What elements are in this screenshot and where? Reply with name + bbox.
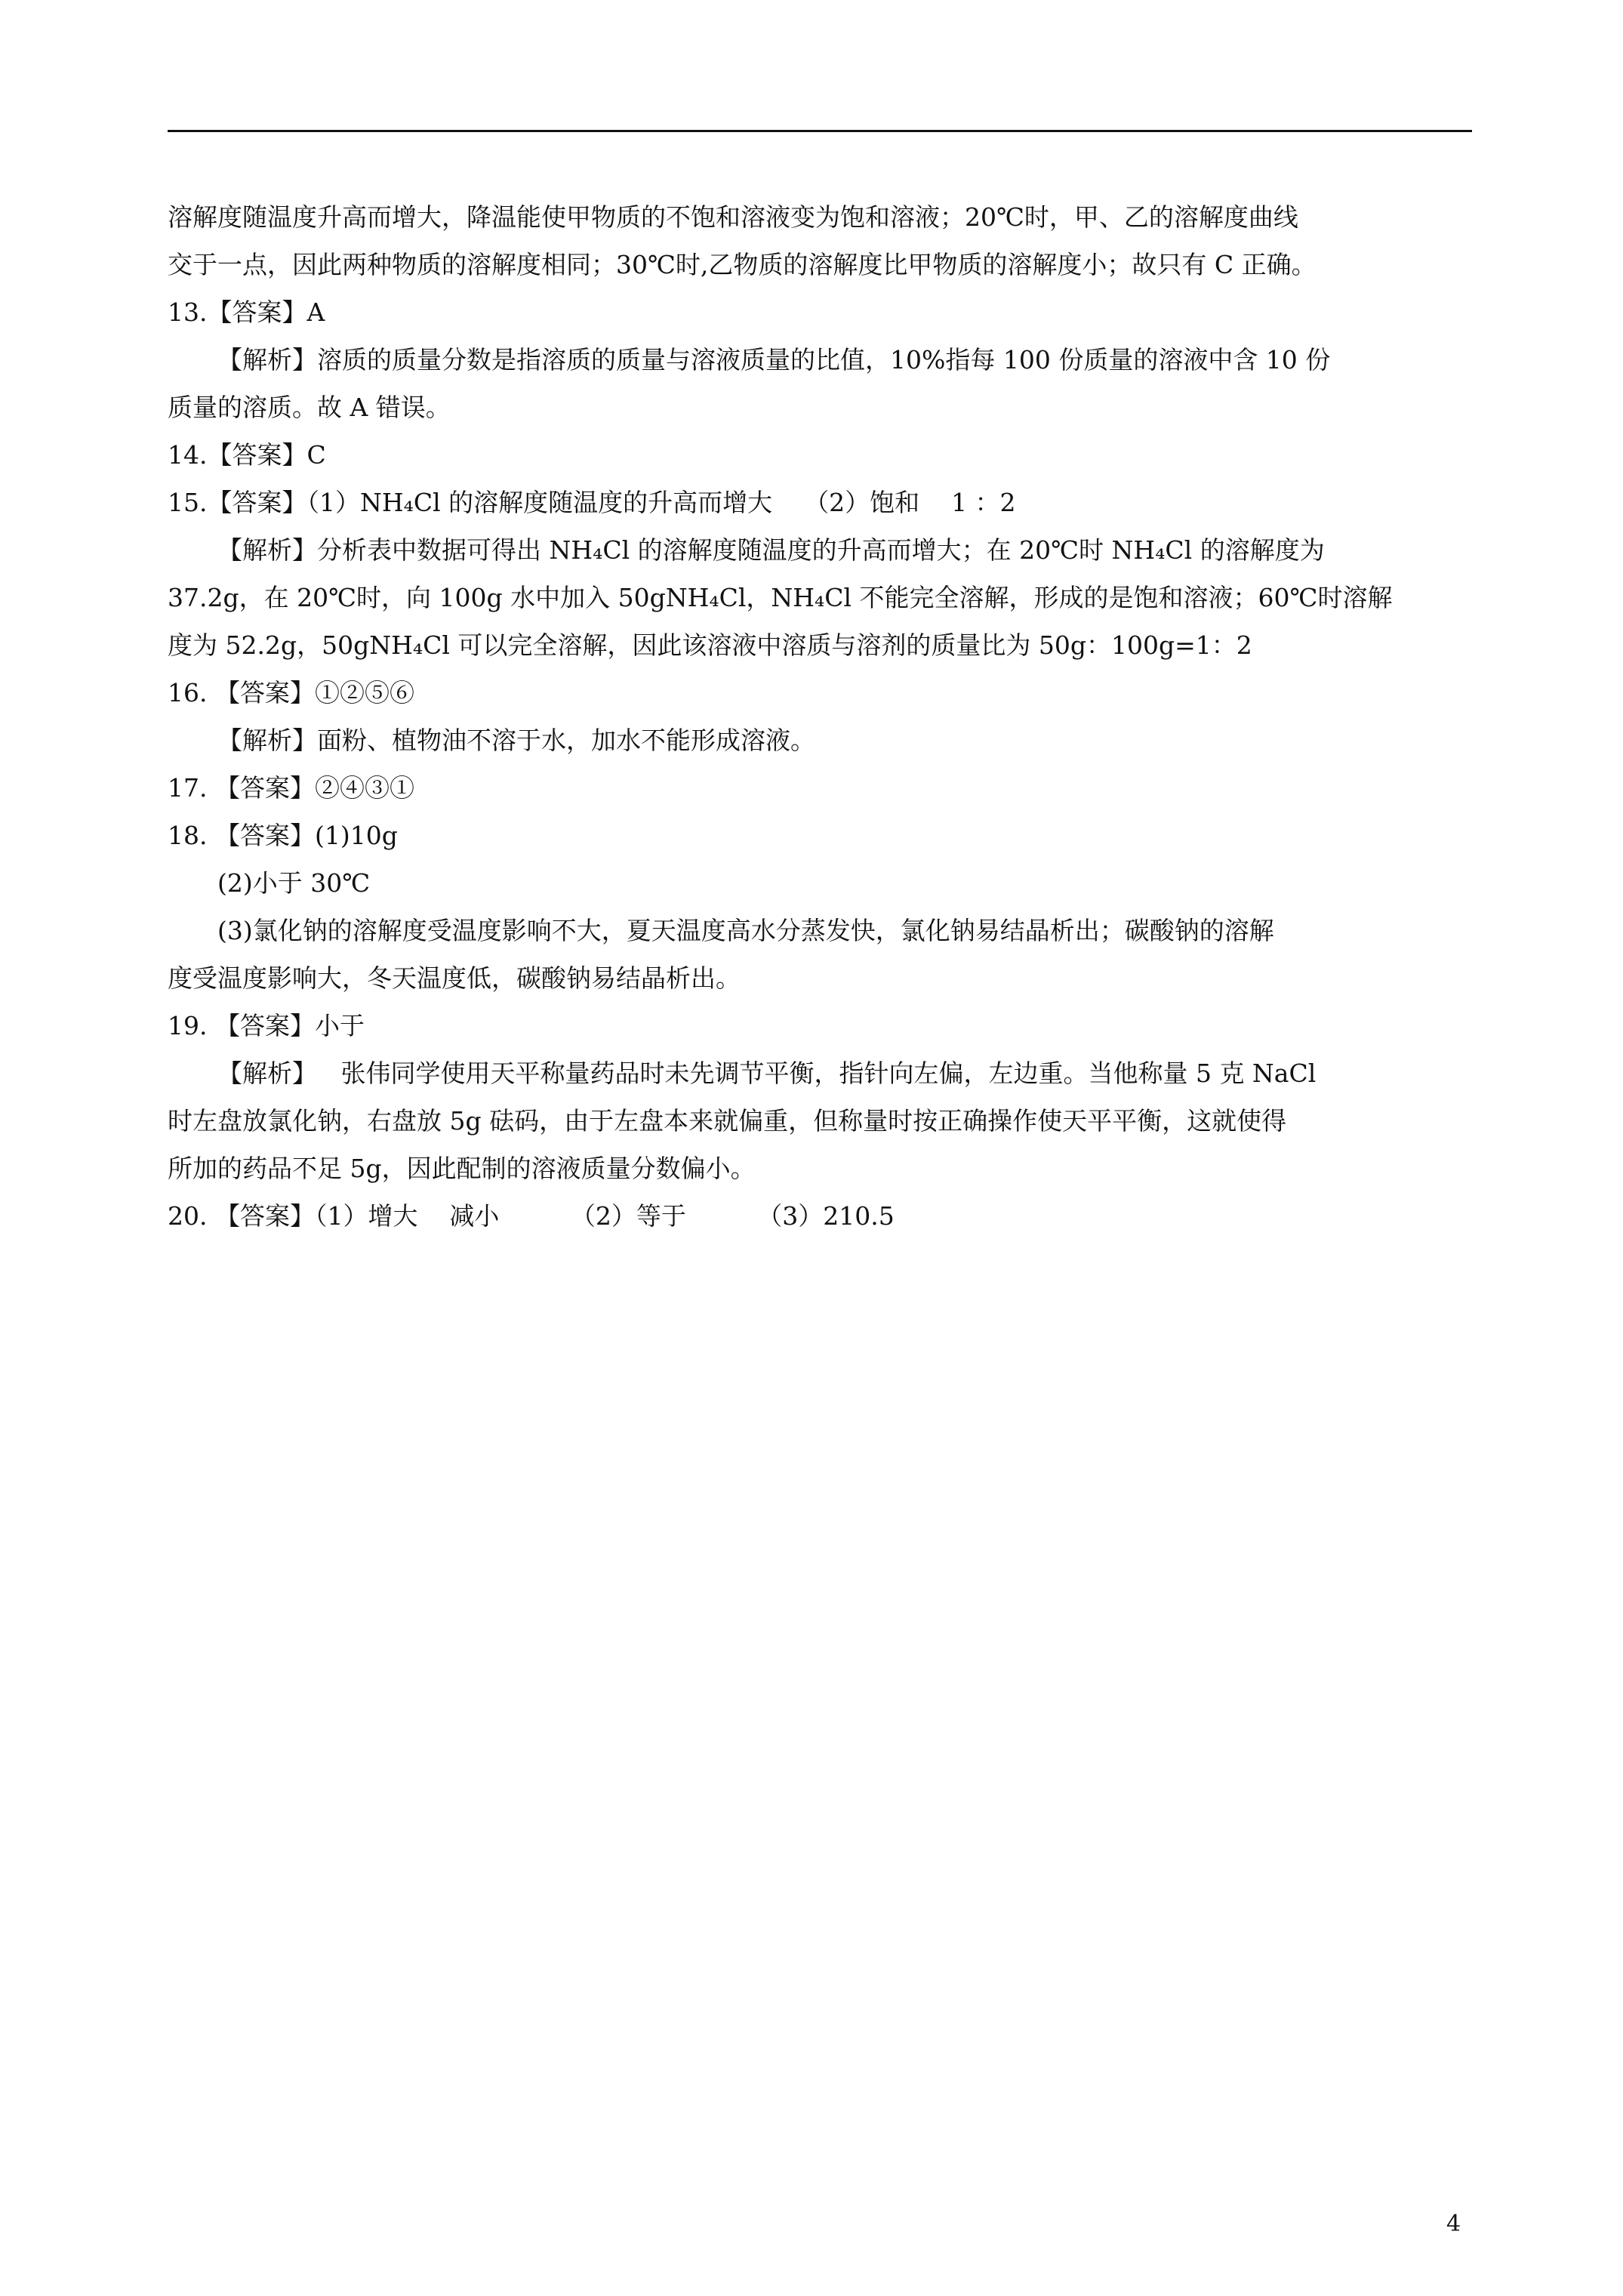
analysis-15: 【解析】分析表中数据可得出 NH₄Cl 的溶解度随温度的升高而增大；在 20℃时 NH₄Cl 的溶解度为 (217, 535, 1325, 565)
answer-15: 15.【答案】（1）NH₄Cl 的溶解度随温度的升高而增大 （2）饱和 1 ：2 (168, 488, 1016, 517)
page-number: 4 (1446, 2211, 1461, 2237)
answer-18-part-2: (2)小于 30℃ (217, 868, 371, 898)
text-line: 溶解度随温度升高而增大，降温能使甲物质的不饱和溶液变为饱和溶液；20℃时，甲、乙的溶解度曲线 (168, 202, 1298, 232)
text-line: 质量的溶质。故 A 错误。 (168, 393, 451, 422)
answer-18: 18. 【答案】(1)10g (168, 821, 398, 850)
answer-16: 16. 【答案】①②⑤⑥ (168, 678, 414, 707)
analysis-19: 【解析】 张伟同学使用天平称量药品时未先调节平衡，指针向左偏，左边重。当他称量 5 克 NaCl (217, 1059, 1317, 1088)
answer-13: 13.【答案】A (168, 297, 325, 327)
text-line: 度受温度影响大，冬天温度低，碳酸钠易结晶析出。 (168, 963, 741, 993)
answer-19: 19. 【答案】小于 (168, 1011, 365, 1040)
answer-14: 14.【答案】C (168, 440, 326, 470)
answer-18-part-3: (3)氯化钠的溶解度受温度影响不大，夏天温度高水分蒸发快，氯化钠易结晶析出；碳酸钠的溶解 (217, 916, 1274, 945)
analysis-13: 【解析】溶质的质量分数是指溶质的质量与溶液质量的比值，10%指每 100 份质量的溶液中含 10 份 (217, 345, 1331, 374)
header-rule (168, 130, 1472, 132)
analysis-16: 【解析】面粉、植物油不溶于水，加水不能形成溶液。 (217, 726, 815, 755)
text-line: 度为 52.2g，50gNH₄Cl 可以完全溶解，因此该溶液中溶质与溶剂的质量比为 50g：100g=1：2 (168, 630, 1252, 660)
text-line: 时左盘放氯化钠，右盘放 5g 砝码，由于左盘本来就偏重，但称量时按正确操作使天平平衡，这就使得 (168, 1106, 1287, 1136)
answer-20: 20. 【答案】（1）增大 减小 （2）等于 （3）210.5 (168, 1201, 895, 1231)
text-line: 交于一点，因此两种物质的溶解度相同；30℃时,乙物质的溶解度比甲物质的溶解度小；故只有 C 正确。 (168, 250, 1317, 279)
answer-17: 17. 【答案】②④③① (168, 773, 414, 803)
answer-text (168, 193, 1472, 1240)
text-line: 所加的药品不足 5g，因此配制的溶液质量分数偏小。 (168, 1154, 756, 1183)
text-line: 37.2g，在 20℃时，向 100g 水中加入 50gNH₄Cl，NH₄Cl 不能完全溶解，形成的是饱和溶液；60℃时溶解 (168, 583, 1393, 612)
